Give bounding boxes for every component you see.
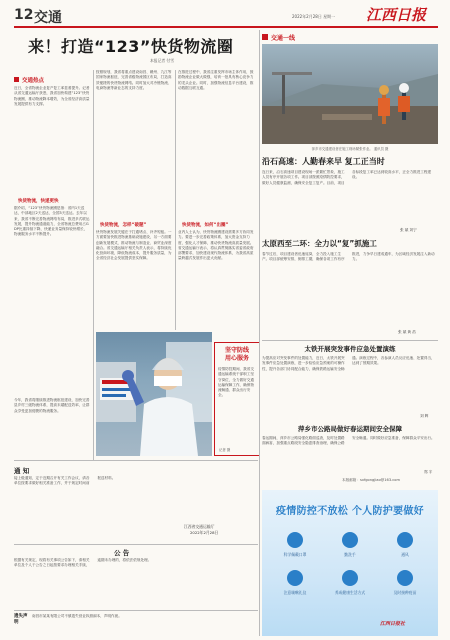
construction-photo: [262, 44, 438, 144]
banner-item: 注意咳嗽礼仪: [268, 570, 322, 604]
masthead-logo: 江西日报: [366, 6, 427, 24]
square-icon: [262, 34, 268, 40]
banner-item: 勤洗手: [323, 532, 377, 566]
story3-credit: 张 斌 黄 浩: [398, 330, 416, 334]
square-icon: [14, 77, 19, 82]
banner-item: 养成健康生活方式: [323, 570, 377, 604]
story5-credit: 郑 宇: [424, 470, 433, 474]
col3-text2: 业内人士认为，快货物流圈建设需要多方协同发力。要进一步完善政策体系，加大资金支持力度，强化人才保障，推动快货物流高质量发展。省交通运输厅表示，将认真贯彻落实省委省政府部署要求，加快建设现代物流体系，为我省高质量跨越式发展作出更大贡献。: [178, 230, 254, 261]
vaccine-icon: [397, 570, 413, 586]
banner-items: [268, 532, 432, 608]
healthy-life-icon: [342, 570, 358, 586]
story3-title: 太原西至二环：全力以“复”抓施工: [262, 239, 377, 248]
banner-item: 及时接种疫苗: [378, 570, 432, 604]
bulletin-box: [14, 548, 258, 608]
notice-title: 通 知: [14, 467, 30, 475]
col2-subhead: 快货物流，怎样“破题”: [100, 223, 147, 228]
col2-text1: 按照规划，我省将重点建设南昌、赣州、九江等国家物流枢纽，完善省级物流园区布局，打造高效便捷的快货物流网络。同时加大对冷链物流、电商物流等新业态的支持力度。: [96, 70, 172, 90]
feature-photo: [96, 332, 212, 456]
construction-illustration: [262, 44, 438, 144]
footer-note: [14, 612, 258, 636]
hand-wash-icon: [342, 532, 358, 548]
col3-text1: 在推进过程中，我省注重发挥市场主体作用，鼓励物流企业做大做强，培育一批具有核心竞争力的龙头企业。同时，加强物流信息平台建设，推动数据互联互通。: [178, 70, 254, 90]
story2-text: 连日来，沿石高速项目建设现场一派繁忙景象，施工人员有序开展各项工作。项目部按照疫情防控要求，做好人员健康监测，确保安全复工复产。目前，项目各标段复工率已达到较高水平，正全力推进工程建设。: [262, 170, 432, 185]
banner-logo: 江西日报社: [380, 621, 406, 627]
story2-credit: 张 斌 刘宁: [400, 228, 417, 232]
page-number: 12: [14, 7, 34, 23]
cough-icon: [287, 570, 303, 586]
byline: 本报记者 付雪: [150, 58, 174, 63]
notice-org: 江西省交通运输厅: [184, 524, 215, 529]
notice-text: 接上级通知，定于近期召开有关工作会议，请各单位按要求做好相关准备工作，并于规定时间前报送材料。: [14, 476, 116, 486]
section-name: 交通: [34, 10, 62, 26]
story4-text: 为提高应对突发事件的处置能力，近日，太铁开展突发事件应急处置演练，进一步检验应急预案的可操作性，提升各部门协同配合能力，确保铁路运输安全畅通。演练过程中，各参演人员反应迅速、处置得当，达到了预期效果。: [262, 356, 435, 371]
banner-headline: 疫情防控不放松 个人防护要做好: [276, 506, 424, 517]
headline: 来！打造“123”快货物流圈: [28, 37, 234, 56]
col1-text2: 今年，我省将继续推进物流枢纽建设，加快完善县乡村三级物流体系，提高末端配送效率，让群众享受更加便捷的物流服务。: [14, 398, 90, 413]
notice-box: [14, 466, 258, 542]
feature-box-title: 坚守防线 用心服务: [224, 347, 249, 362]
prevention-banner: [262, 490, 438, 636]
col1-text1: 据介绍，“123”快货物流圈是指：省内1天送达，中部地区2天送达，全国3天送达。去年以来，我省不断完善物流网络布局，推进多式联运发展，提升物流通道能力，全省物流总费用占GDP比重持续下降，快递业务量保持较快增长，物流服务水平不断提升。: [14, 206, 90, 237]
col2-text2: 快货物流发展关键在于打通堵点、补齐短板。一方面要加快推进物流基础设施建设，另一方面要创新发展模式，推动物流与制造业、商贸业深度融合。省交通运输厅相关负责人表示，将持续优化营商环境，降低物流成本，提升服务质量，为全省经济社会发展提供坚实保障。: [96, 230, 172, 261]
story2-title: 沿石高速：人勤春来早 复工正当时: [262, 157, 385, 166]
ventilation-icon: [397, 532, 413, 548]
footer-note-label: 遗失声明: [14, 614, 28, 625]
bulletin-text: 根据有关规定，现将有关事项公告如下，请相关单位及个人于公告之日起按要求办理相关手续，逾期未办理的，将依法依规处理。: [14, 558, 152, 568]
story4-credit: 刘 辉: [420, 414, 429, 418]
photo-caption: 萍乡市交通建设者在施工现场紧张作业。 通讯员 摄: [311, 147, 389, 151]
story3-text: 春节过后，项目建设者迅速返岗，全力投入施工生产。项目部统筹安排，倒排工期，确保各项工作有序推进，力争早日建成通车，为区域经济发展注入新动力。: [262, 252, 435, 262]
feature-box: [214, 342, 260, 456]
masthead: [14, 4, 438, 26]
notice-date: 2022年2月28日: [190, 530, 219, 535]
mask-icon: [287, 532, 303, 548]
issue-date: 2022年2月28日 星期一: [292, 14, 336, 19]
feature-box-text: 疫情防控期间，我省交通运输系统干部职工坚守岗位，全力做好交通运输保障工作，确保物流畅通、群众出行安全。: [218, 367, 254, 398]
col1-intro: 近日，全省物流企业复产复工率显著提升。记者从省交通运输厅获悉，我省加快构建“123”快货物流圈，推动物流降本增效，为全省经济高质量发展提供有力支撑。: [14, 86, 90, 106]
worker-illustration: [96, 332, 212, 456]
feature-box-credit: 记者 摄: [219, 448, 231, 452]
story5-title: 萍乡市公路局做好春运期间安全保障: [298, 425, 402, 433]
col3-subhead: 快货物流，如何“出圈”: [182, 223, 229, 228]
bulletin-title: 公 告: [114, 549, 130, 557]
footer-note-text: 南昌市某某有限公司不慎遗失营业执照副本，声明作废。: [32, 614, 122, 618]
contact-line: 本版邮箱：sxfgongjiao@163.com: [342, 478, 400, 482]
story4-title: 太铁开展突发事件应急处置演练: [304, 345, 396, 353]
banner-item: 科学佩戴口罩: [268, 532, 322, 566]
banner-item: 通风: [378, 532, 432, 566]
story5-text: 春运期间，萍乡市公路局强化路面巡查，及时处置路面病害，加强重点路段安全隐患排查治理，确保公路安全畅通。同时做好应急准备，保障群众平安出行。: [262, 436, 435, 446]
col1-subhead: 快货物流，快递更快: [18, 199, 59, 204]
